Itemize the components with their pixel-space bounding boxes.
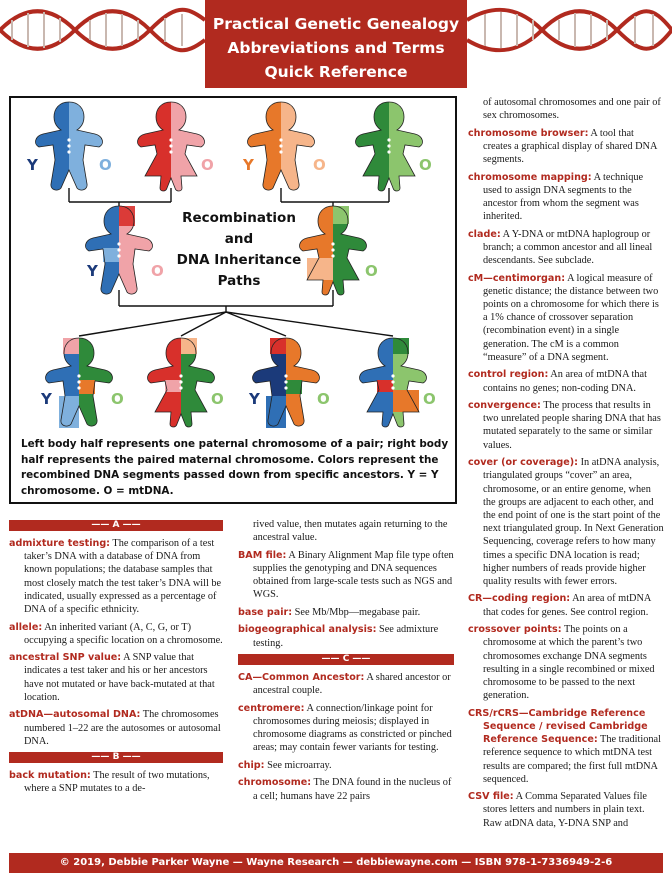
term: chromosome browser:	[468, 127, 589, 139]
definition: A tool that creates a graphical display of shared DNA segments.	[483, 127, 657, 166]
title-line-2: Abbreviations and Terms	[227, 39, 445, 57]
child-1-figure	[46, 338, 113, 428]
term: cM—centimorgan:	[468, 272, 566, 284]
o-label-9: O	[317, 390, 330, 408]
section-letter-b: —— B ——	[9, 752, 223, 763]
o-label-5: O	[151, 262, 164, 280]
term: admixture testing:	[9, 538, 111, 549]
dna-helix-left-icon	[0, 0, 205, 90]
term: CRS/rCRS—Cambridge Reference Sequence / revised Cambridge Reference Sequence:	[468, 707, 648, 746]
child-4-figure	[360, 338, 427, 427]
term: BAM file:	[238, 549, 287, 561]
term: CR—coding region:	[468, 593, 571, 605]
term: chromosome mapping:	[468, 171, 592, 183]
glossary-column-2	[238, 518, 454, 807]
glossary-entry	[468, 127, 664, 167]
glossary-entry	[468, 623, 664, 702]
definition: A shared ancestor or ancestral couple.	[253, 672, 451, 697]
figure-title-line-2: and	[224, 231, 254, 247]
y-label-5: Y	[249, 390, 260, 408]
definition: The result of two mutations, where a SNP mutates to a de-	[24, 770, 210, 795]
definition: A Comma Separated Values file stores letters and numbers in plain text. Raw atDNA data, Y-DNA SNP and	[483, 791, 647, 829]
definition: A connection/linkage point for chromosomes during meiosis; displayed in chromosome diagrams as constricted or pinched areas; may contain fewer variants for testing.	[253, 702, 452, 754]
glossary-entry	[238, 606, 454, 619]
glossary-entry	[468, 272, 664, 364]
figure-title	[159, 208, 319, 292]
section-letter-a: —— A ——	[9, 520, 223, 531]
glossary-entry	[238, 702, 454, 755]
term: CSV file:	[468, 791, 514, 803]
figure-title-line-1: Recombination	[182, 210, 296, 226]
definition: The DNA found in the nucleus of a cell; humans have 22 pairs	[253, 777, 452, 802]
o-label-7: O	[111, 390, 124, 408]
definition: An area of mtDNA that contains no genes; non-coding DNA.	[483, 369, 647, 394]
grandfather-maternal-figure	[248, 102, 315, 190]
term: control region:	[468, 369, 549, 381]
o-label-10: O	[423, 390, 436, 408]
o-label-1: O	[99, 156, 112, 174]
o-label-4: O	[419, 156, 432, 174]
term: clade:	[468, 228, 501, 240]
term: ancestral SNP value:	[9, 652, 122, 664]
definition: The traditional reference sequence to which mtDNA test results are compared; the first full mtDNA sequenced.	[483, 734, 661, 785]
title-line-3: Quick Reference	[264, 63, 408, 81]
definition: See microarray.	[264, 759, 332, 771]
glossary-entry	[468, 368, 664, 394]
definition: The process that results in two unrelated people sharing DNA that has mutated separately to the same or similar values.	[483, 400, 661, 451]
term: base pair:	[238, 606, 293, 618]
glossary-entry	[238, 623, 454, 649]
glossary-entry	[468, 171, 664, 224]
term: crossover points:	[468, 624, 562, 636]
definition: A SNP value that indicates a test taker and his or her ancestors have not mutated or have back-mutated at that location.	[24, 652, 215, 703]
definition: See admixture testing.	[253, 624, 439, 649]
y-label-3: Y	[87, 262, 98, 280]
grandmother-paternal-figure	[138, 102, 205, 191]
dna-helix-right-icon	[467, 0, 672, 90]
glossary-entry	[238, 549, 454, 602]
definition-continued: of autosomal chromosomes and one pair of sex chromosomes.	[483, 97, 661, 122]
definition: A technique used to assign DNA segments to the ancestor from whom the segment was inherited.	[483, 171, 644, 223]
term: atDNA—autosomal DNA:	[9, 709, 141, 721]
definition: A logical measure of genetic distance; the distance between two points on a chromosome for which there is a 1% chance of crossover separation (recombination event) in a single generation. The cM is a common “measure” of a DNA segment.	[483, 272, 659, 363]
glossary-entry	[9, 537, 223, 616]
term: CA—Common Ancestor:	[238, 672, 365, 684]
grandmother-maternal-figure	[356, 102, 423, 191]
child-3-figure	[253, 338, 320, 428]
term: chromosome:	[238, 777, 312, 789]
glossary-entry	[9, 651, 223, 704]
term: convergence:	[468, 400, 541, 412]
o-label-3: O	[313, 156, 326, 174]
grandfather-paternal-figure	[36, 102, 103, 190]
term: biogeographical analysis:	[238, 624, 377, 636]
page-footer: © 2019, Debbie Parker Wayne — Wayne Research — debbiewayne.com — ISBN 978-1-7336949-2-6	[9, 853, 663, 873]
definition: An inherited variant (A, C, G, or T) occupying a specific location on a chromosome.	[24, 621, 223, 646]
term: back mutation:	[9, 770, 91, 782]
glossary-column-3	[468, 96, 664, 834]
figure-title-line-4: Paths	[217, 273, 261, 289]
glossary-entry	[238, 776, 454, 802]
glossary-entry	[238, 759, 454, 772]
glossary-entry	[468, 228, 664, 268]
page-title	[205, 12, 467, 84]
term: cover (or coverage):	[468, 457, 578, 469]
term: chip:	[238, 759, 265, 771]
term: centromere:	[238, 702, 305, 714]
o-label-6: O	[365, 262, 378, 280]
definition: See Mb/Mbp—megabase pair.	[292, 606, 421, 618]
o-label-8: O	[211, 390, 224, 408]
y-label-1: Y	[27, 156, 38, 174]
glossary-entry	[9, 708, 223, 748]
definition: The chromosomes numbered 1–22 are the autosomes or autosomal DNA.	[24, 709, 221, 747]
glossary-column-1	[9, 518, 223, 800]
definition: The points on a chromosome at which the parent’s two chromosomes exchange DNA segments resulting in a single recombined or mixed chromosome to be passed to the next generation.	[483, 624, 655, 702]
glossary-entry	[468, 707, 664, 786]
glossary-entry	[468, 592, 664, 618]
y-label-2: Y	[243, 156, 254, 174]
definition-continued: rived value, then mutates again returning to the ancestral value.	[253, 519, 448, 544]
figure-caption: Left body half represents one paternal chromosome of a pair; right body half represents the paired maternal chromosome. Colors represent the recombined DNA segments passed down from specific ancestors. Y = Y chromosome. O = mtDNA.	[21, 438, 449, 497]
glossary-entry	[468, 399, 664, 452]
glossary-entry	[9, 769, 223, 795]
definition: A Y-DNA or mtDNA haplogroup or branch; a common ancestor and all lineal descendants. See subclade.	[483, 228, 653, 267]
page-header	[0, 0, 672, 90]
definition: In atDNA analysis, triangulated groups “cover” an area, chromosome, or an entire genome, when the groups are adjacent to each other, and the end point of one is the start point of the next triangulated group. In Next Generation Sequencing, coverage refers to how many times a specific DNA location is read; higher numbers of reads provide higher quality results with fewer errors.	[483, 457, 664, 587]
figure-title-line-3: DNA Inheritance	[176, 252, 302, 268]
glossary-entry	[9, 621, 223, 647]
father-figure	[86, 206, 153, 294]
section-letter-c: —— C ——	[238, 654, 454, 665]
y-label-4: Y	[41, 390, 52, 408]
title-line-1: Practical Genetic Genealogy	[212, 15, 460, 33]
inheritance-figure	[9, 96, 457, 504]
definition: The comparison of a test taker’s DNA with a database of DNA from known populations; the database samples that most closely match the test taker’s DNA will be indicated, usually expressed as a percentage of DNA of a specific ethnicity.	[24, 538, 222, 616]
glossary-entry	[238, 671, 454, 697]
glossary-entry	[468, 456, 664, 588]
definition: An area of mtDNA that codes for genes. See control region.	[483, 593, 651, 618]
definition: A Binary Alignment Map file type often supplies the genotyping and DNA sequences obtained from large-scale tests such as NGS and WGS.	[253, 549, 454, 601]
o-label-2: O	[201, 156, 214, 174]
glossary-entry	[468, 790, 664, 830]
child-2-figure	[148, 338, 215, 427]
term: allele:	[9, 621, 43, 633]
